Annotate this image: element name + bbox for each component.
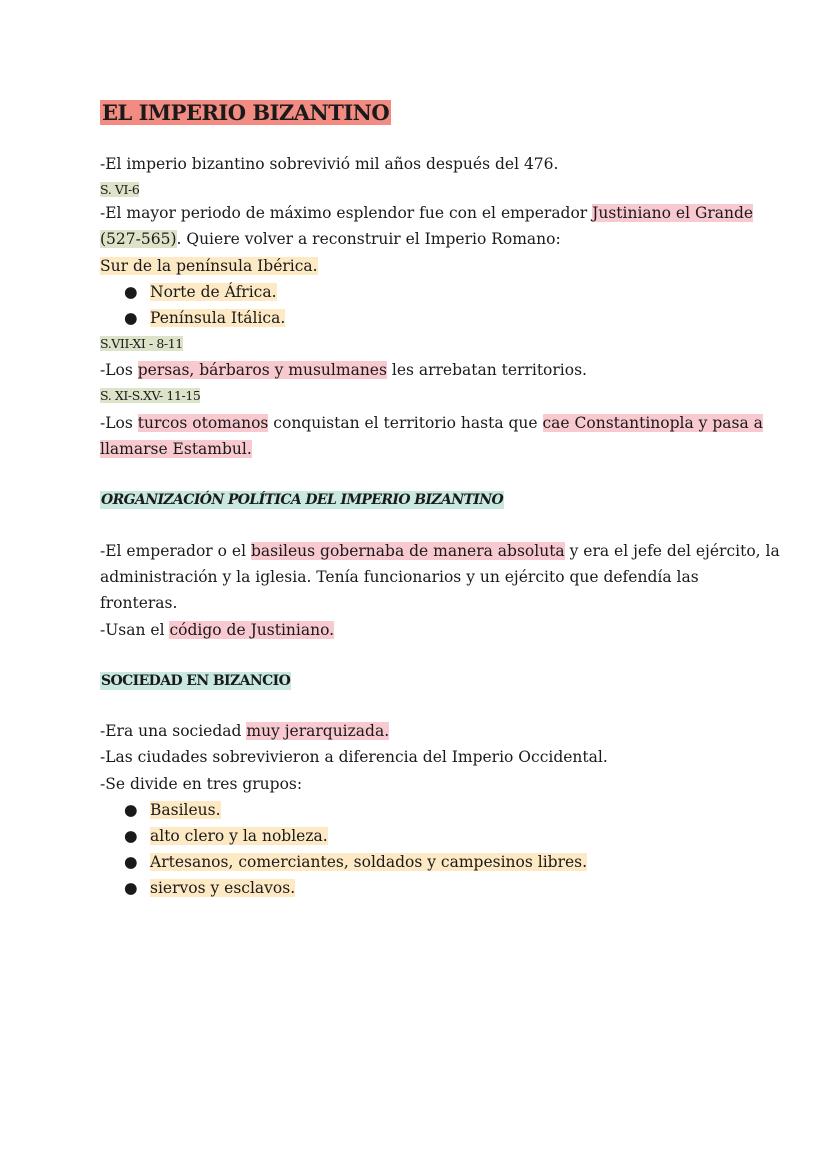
page-title: EL IMPERIO BIZANTINO bbox=[102, 100, 390, 125]
bullet-icon: ● bbox=[124, 801, 138, 819]
section-heading: ORGANIZACIÓN POLÍTICA DEL IMPERIO BIZANTINO bbox=[101, 492, 504, 508]
paragraph-line: -Era una sociedad muy jerarquizada. bbox=[100, 722, 390, 740]
paragraph-line: fronteras. bbox=[100, 594, 178, 612]
paragraph-line: -El emperador o el basileus gobernaba de manera absoluta y era el jefe del ejército, la bbox=[100, 542, 780, 560]
paragraph-line: Sur de la península Ibérica. bbox=[100, 257, 318, 275]
section-heading: SOCIEDAD EN BIZANCIO bbox=[101, 673, 291, 689]
paragraph-line: -Las ciudades sobrevivieron a diferencia del Imperio Occidental. bbox=[100, 748, 608, 766]
highlight: turcos otomanos bbox=[137, 414, 269, 432]
paragraph-line: (527-565). Quiere volver a reconstruir el Imperio Romano: bbox=[100, 230, 561, 248]
bullet-icon: ● bbox=[124, 879, 138, 897]
highlight: muy jerarquizada. bbox=[246, 722, 390, 740]
list-item: ● siervos y esclavos. bbox=[124, 879, 296, 897]
highlight: código de Justiniano. bbox=[169, 621, 335, 639]
paragraph-line: llamarse Estambul. bbox=[100, 440, 252, 458]
paragraph-line: -Los persas, bárbaros y musulmanes les arrebatan territorios. bbox=[100, 361, 587, 379]
highlight: Justiniano el Grande bbox=[592, 204, 754, 222]
paragraph-line: administración y la iglesia. Tenía funcionarios y un ejército que defendía las bbox=[100, 568, 699, 586]
list-item: ● alto clero y la nobleza. bbox=[124, 827, 328, 845]
list-item: ● Artesanos, comerciantes, soldados y campesinos libres. bbox=[124, 853, 588, 871]
paragraph-line: -El imperio bizantino sobrevivió mil años después del 476. bbox=[100, 155, 559, 173]
date-label: S. XI-S.XV- 11-15 bbox=[100, 388, 201, 403]
paragraph-line: -Los turcos otomanos conquistan el territorio hasta que cae Constantinopla y pasa a bbox=[100, 414, 763, 432]
highlight: basileus gobernaba de manera absoluta bbox=[250, 542, 565, 560]
list-item: ● Norte de África. bbox=[124, 283, 277, 301]
list-item: ● Península Itálica. bbox=[124, 309, 286, 327]
date-label: S.VII-XI - 8-11 bbox=[100, 336, 183, 351]
highlight: persas, bárbaros y musulmanes bbox=[137, 361, 387, 379]
paragraph-line: -Se divide en tres grupos: bbox=[100, 775, 303, 793]
bullet-icon: ● bbox=[124, 827, 138, 845]
list-item: ● Basileus. bbox=[124, 801, 221, 819]
bullet-icon: ● bbox=[124, 853, 138, 871]
highlight: cae Constantinopla y pasa a bbox=[542, 414, 763, 432]
bullet-icon: ● bbox=[124, 309, 138, 327]
date-label: S. VI-6 bbox=[100, 182, 140, 197]
bullet-icon: ● bbox=[124, 283, 138, 301]
paragraph-line: -El mayor periodo de máximo esplendor fue con el emperador Justiniano el Grande bbox=[100, 204, 754, 222]
highlight: (527-565) bbox=[100, 230, 177, 248]
paragraph-line: -Usan el código de Justiniano. bbox=[100, 621, 335, 639]
